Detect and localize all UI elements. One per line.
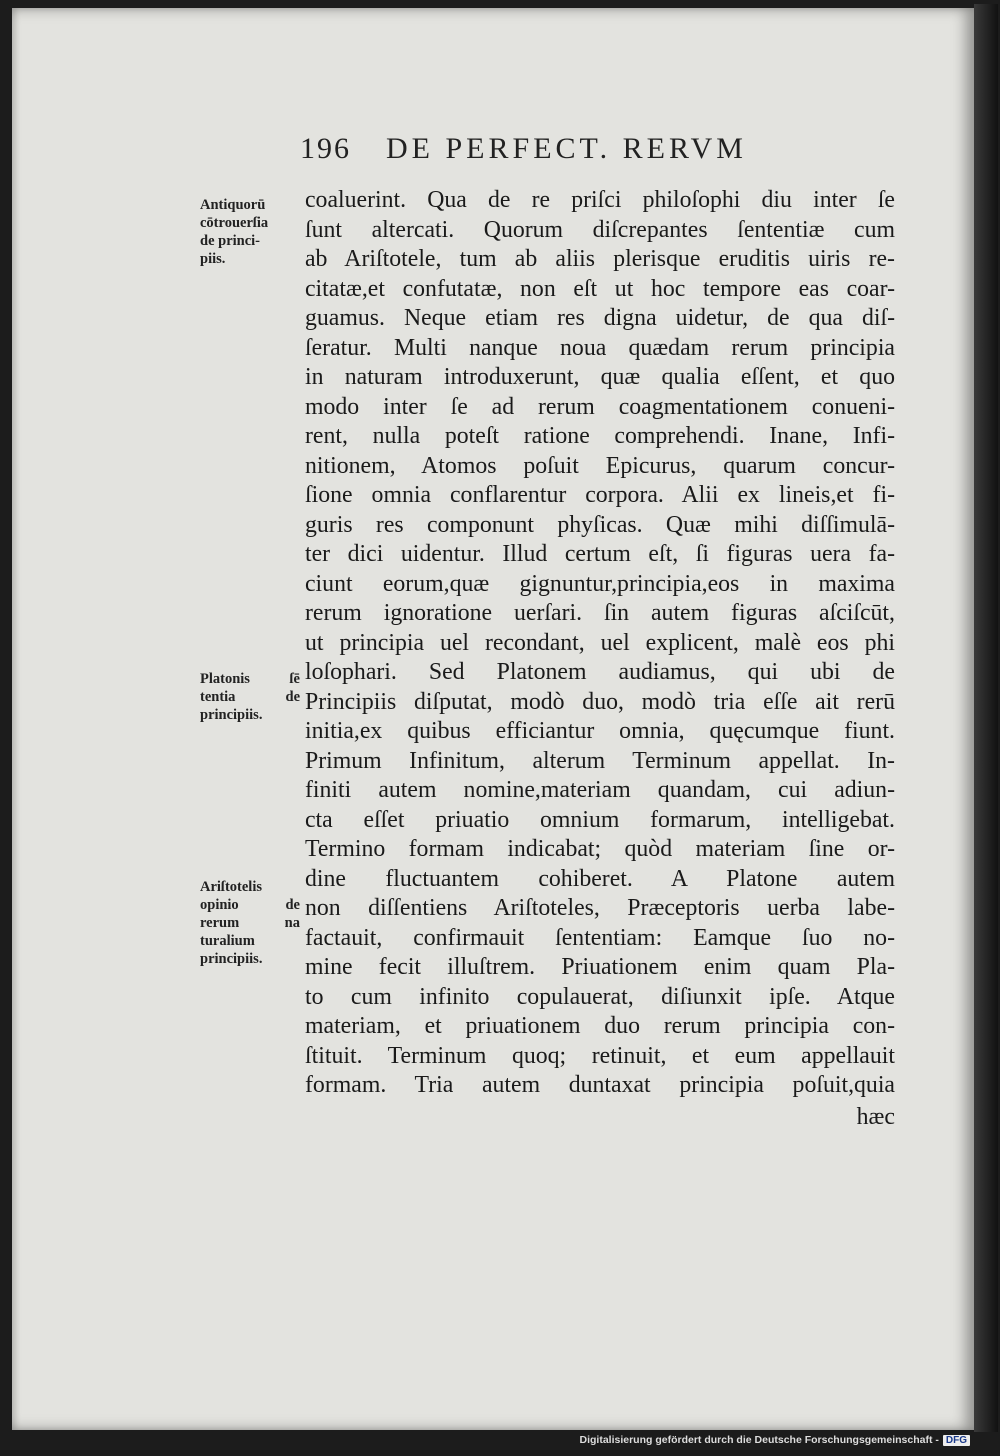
text-line: guris res componunt phyſicas. Quæ mihi diſſimulā- [305,511,895,538]
text-line: ſeratur. Multi nanque noua quædam rerum principia [305,334,895,361]
text-line: citatæ,et confutatæ, non eſt ut hoc tempore eas coar- [305,275,895,302]
text-line: rent, nulla poteſt ratione comprehendi. Inane, Infi- [305,423,895,449]
text-line: ab Ariſtotele, tum ab aliis plerisque eruditis uiris re- [305,246,895,272]
margin-note-platonis [200,670,300,724]
margin-note-line: principiis. [200,951,263,967]
text-line: materiam, et priuationem duo rerum principia con- [305,1013,895,1039]
dfg-logo: DFG [943,1435,970,1446]
running-header [300,132,800,166]
text-line: rerum ignoratione uerſari. ſin autem figuras aſciſcūt, [305,600,895,626]
page-number: 196 [300,132,351,165]
credit-text: Digitalisierung gefördert durch die Deutsche Forschungsgemeinschaft - [579,1434,939,1446]
text-line: Principiis diſputat, modò duo, modò tria eſſe ait rerū [305,688,895,715]
text-line: Termino formam indicabat; quòd materiam ſine or- [305,836,895,862]
page-edge [974,4,998,1432]
margin-note-antiquorum [200,196,300,268]
text-line: loſophari. Sed Platonem audiamus, qui ubi de [305,659,895,685]
margin-note-line: Ariſtotelis [200,879,263,895]
text-line: in naturam introduxerunt, quæ qualia eſſent, et quo [305,364,895,390]
text-line: ter dici uidentur. Illud certum eſt, ſi figuras uera fa- [305,541,895,567]
margin-note-line: de princi- [200,233,261,249]
margin-note-line: principiis. [200,707,263,723]
text-line: finiti autem nomine,materiam quandam, cui adiun- [305,777,895,803]
text-line: initia,ex quibus efficiantur omnia, quęcumque fiunt. [305,718,895,744]
text-line: nitionem, Atomos poſuit Epicurus, quarum concur- [305,452,895,479]
margin-note-line: piis. [200,251,226,267]
text-line: ſunt altercati. Quorum diſcrepantes ſententiæ cum [305,216,895,243]
margin-note-aristotelis [200,878,300,968]
text-line: ciunt eorum,quæ gignuntur,principia,eos in maxima [305,570,895,597]
text-line: mine fecit illuſtrem. Priuationem enim quam Pla- [305,954,895,980]
margin-note-line: tentia de [200,689,300,705]
margin-note-line: Antiquorū [200,197,266,213]
text-line: dine fluctuantem cohiberet. A Platone autem [305,865,895,892]
text-line: modo inter ſe ad rerum coagmentationem conueni- [305,393,895,420]
catchword: hæc [856,1103,895,1130]
text-line: formam. Tria autem duntaxat principia poſuit,quia [305,1072,895,1098]
text-line: cta eſſet priuatio omnium formarum, intelligebat. [305,806,895,833]
margin-note-line: cōtrouerſia [200,215,269,231]
text-line: non diſſentiens Ariſtoteles, Præceptoris uerba labe- [305,895,895,921]
body-text [305,186,895,1132]
margin-note-line: turalium [200,933,255,949]
margin-note-line: rerum na [200,915,300,931]
running-title: DE PERFECT. RERVM [386,132,747,165]
margin-note-line: Platonis ſē [200,671,300,687]
text-line: ſione omnia conflarentur corpora. Alii ex lineis,et fi- [305,482,895,508]
text-line: ſtituit. Terminum quoq; retinuit, et eum appellauit [305,1042,895,1069]
text-line: factauit, confirmauit ſententiam: Eamque ſuo no- [305,924,895,951]
text-line: ut principia uel recondant, uel explicent, malè eos phi [305,629,895,656]
digitization-credit [580,1434,971,1446]
text-line: coaluerint. Qua de re priſci philoſophi diu inter ſe [305,187,895,213]
text-line: Primum Infinitum, alterum Terminum appellat. In- [305,747,895,774]
text-line: guamus. Neque etiam res digna uidetur, de qua diſ- [305,305,895,331]
text-line: to cum infinito copulauerat, diſiunxit ipſe. Atque [305,983,895,1010]
margin-note-line: opinio de [200,897,300,913]
